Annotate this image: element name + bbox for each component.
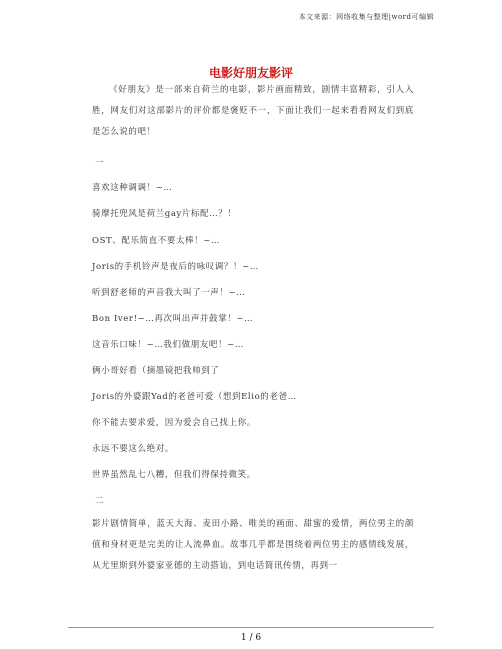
list-item: 这音乐口味！~…我们做朋友吧！~… [92,340,244,350]
page-footer [0,627,502,649]
list-item: 你不能去要求爱，因为爱会自己找上你。 [92,418,256,428]
section-marker-2: 二 [95,496,105,506]
list-item: 听到舒老师的声音我大叫了一声！~… [92,288,246,298]
list-item: Bon Iver!~…再次叫出声并鼓掌！~… [92,314,254,324]
list-item: 永远不要这么绝对。 [92,444,174,454]
list-item: Joris的手机铃声是夜后的咏叹调？！~… [92,262,259,272]
list-item: 喜欢这种调调！~… [92,183,173,193]
list-item: 世界虽然乱七八糟，但我们得保持微笑。 [92,470,256,480]
footer-divider [68,627,434,628]
page-number: 1 / 6 [240,633,262,643]
section2-paragraph: 影片剧情简单，蓝天大海、麦田小路、唯美的画面、甜蜜的爱情，两位男主的颜值和身材更是完美的让人流鼻血。故事几乎都是围绕着两位男主的感情线发展，从尤里斯到外婆家亚德的主动搭讪，到电话简讯传情，再到一 [92,519,414,571]
list-item: 俩小哥好看（摘墨镜把我帅到了 [92,366,220,376]
list-item: 骑摩托兜风是荷兰gay片标配…？！ [92,209,237,219]
list-item: OST、配乐简直不要太棒！~… [92,236,221,246]
source-note: 本文来源：网络收集与整理|word可编辑 [298,13,434,21]
document-title: 电影好朋友影评 [208,66,293,80]
intro-paragraph: 《好朋友》是一部来自荷兰的电影，影片画面精致，剧情丰富精彩，引人入胜，网友们对这部影片的评价都是褒贬不一，下面让我们一起来看看网友们到底是怎么说的吧！ [92,85,414,137]
section-marker-1: 一 [95,158,105,168]
list-item: Joris的外婆跟Yad的老爸可爱（想到Elio的老爸… [92,392,297,402]
